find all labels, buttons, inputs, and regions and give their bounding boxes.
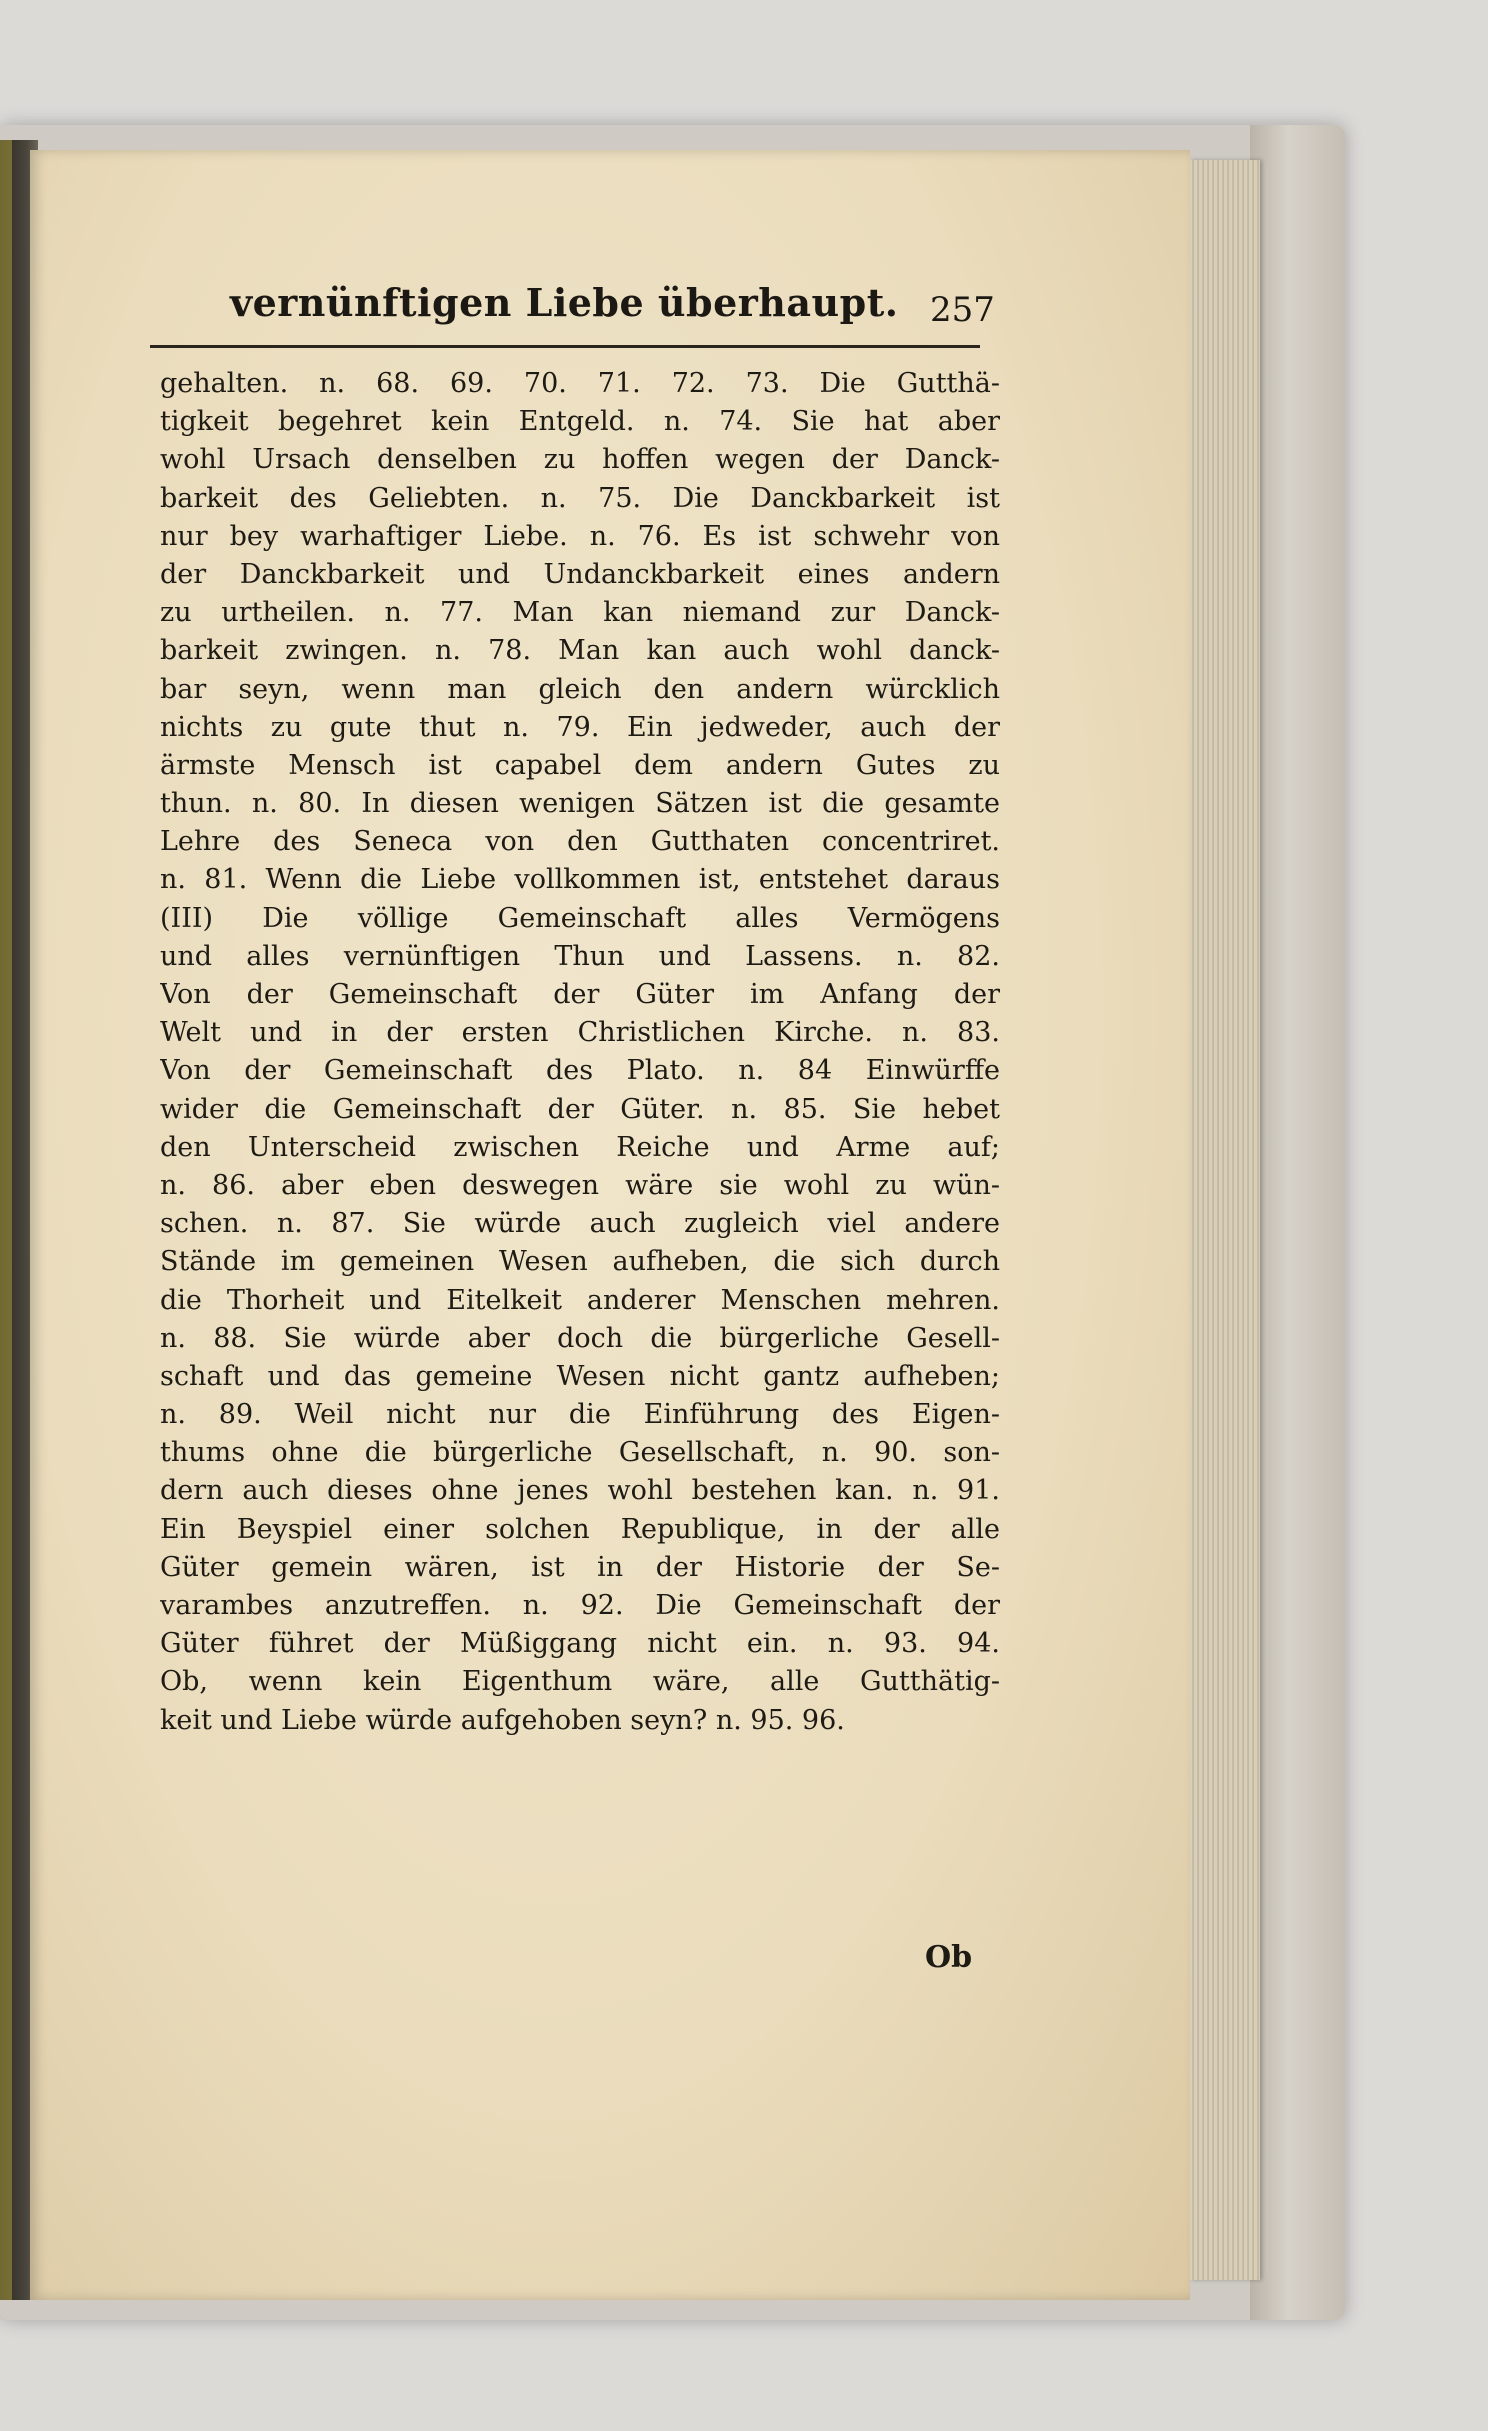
text-line: nur bey warhaftiger Liebe. n. 76. Es ist schwehr von [160,520,1000,552]
page-edges [1190,160,1260,2280]
text-line: Welt und in der ersten Christlichen Kirche. n. 83. [160,1017,1000,1049]
text-line: Stände im gemeinen Wesen aufheben, die sich durch [160,1246,1000,1278]
text-line: der Danckbarkeit und Undanckbarkeit eines andern [160,558,1000,590]
body-text [160,365,1000,1740]
text-line: barkeit des Geliebten. n. 75. Die Danckbarkeit ist [160,482,1000,514]
text-line: Ein Beyspiel einer solchen Republique, in der alle [160,1513,1000,1545]
text-line: thums ohne die bürgerliche Gesellschaft, n. 90. son- [160,1437,1000,1469]
text-line: tigkeit begehret kein Entgeld. n. 74. Sie hat aber [160,406,1000,438]
binding-thread [0,140,12,2300]
text-line: n. 81. Wenn die Liebe vollkommen ist, entstehet daraus [160,864,1000,896]
text-line: zu urtheilen. n. 77. Man kan niemand zur Danck- [160,597,1000,629]
running-head: vernünftigen Liebe überhaupt. [230,280,899,325]
text-line: keit und Liebe würde aufgehoben seyn? n. 95. 96. [160,1704,845,1736]
text-line: den Unterscheid zwischen Reiche und Arme auf; [160,1131,1000,1163]
text-line: bar seyn, wenn man gleich den andern würcklich [160,673,1000,705]
text-line: ärmste Mensch ist capabel dem andern Gutes zu [160,749,1000,781]
text-line: thun. n. 80. In diesen wenigen Sätzen ist die gesamte [160,788,1000,820]
page-number: 257 [930,290,995,330]
header-rule [150,345,980,348]
text-line: Von der Gemeinschaft der Güter im Anfang der [160,979,1000,1010]
text-line: Von der Gemeinschaft des Plato. n. 84 Einwürffe [160,1055,1000,1087]
text-line: dern auch dieses ohne jenes wohl bestehen kan. n. 91. [160,1475,1000,1507]
text-line: schaft und das gemeine Wesen nicht gantz aufheben; [160,1360,1000,1392]
text-line: und alles vernünftigen Thun und Lassens. n. 82. [160,940,1000,972]
text-line: wider die Gemeinschaft der Güter. n. 85. Sie hebet [160,1093,1000,1125]
text-line: schen. n. 87. Sie würde auch zugleich viel andere [160,1208,1000,1240]
text-line: die Thorheit und Eitelkeit anderer Menschen mehren. [160,1284,1000,1316]
text-line: gehalten. n. 68. 69. 70. 71. 72. 73. Die Gutthä- [160,368,1000,399]
catchword: Ob [925,1940,973,1975]
text-line: Güter führet der Müßiggang nicht ein. n. 93. 94. [160,1628,1000,1660]
text-line: (III) Die völlige Gemeinschaft alles Vermögens [160,902,1000,934]
text-line: varambes anzutreffen. n. 92. Die Gemeinschaft der [160,1590,1000,1621]
text-line: nichts zu gute thut n. 79. Ein jedweder, auch der [160,711,1000,743]
text-line: wohl Ursach denselben zu hoffen wegen der Danck- [160,444,1000,476]
text-line: n. 88. Sie würde aber doch die bürgerliche Gesell- [160,1322,1000,1354]
book-cover-edge [1250,125,1345,2320]
text-line: n. 86. aber eben deswegen wäre sie wohl zu wün- [160,1169,1000,1201]
text-line: n. 89. Weil nicht nur die Einführung des Eigen- [160,1399,1000,1431]
text-line: Güter gemein wären, ist in der Historie der Se- [160,1551,1000,1583]
text-line: Lehre des Seneca von den Gutthaten concentriret. [160,826,1000,858]
text-line: Ob, wenn kein Eigenthum wäre, alle Gutthätig- [160,1666,1000,1698]
text-line: barkeit zwingen. n. 78. Man kan auch wohl danck- [160,635,1000,667]
